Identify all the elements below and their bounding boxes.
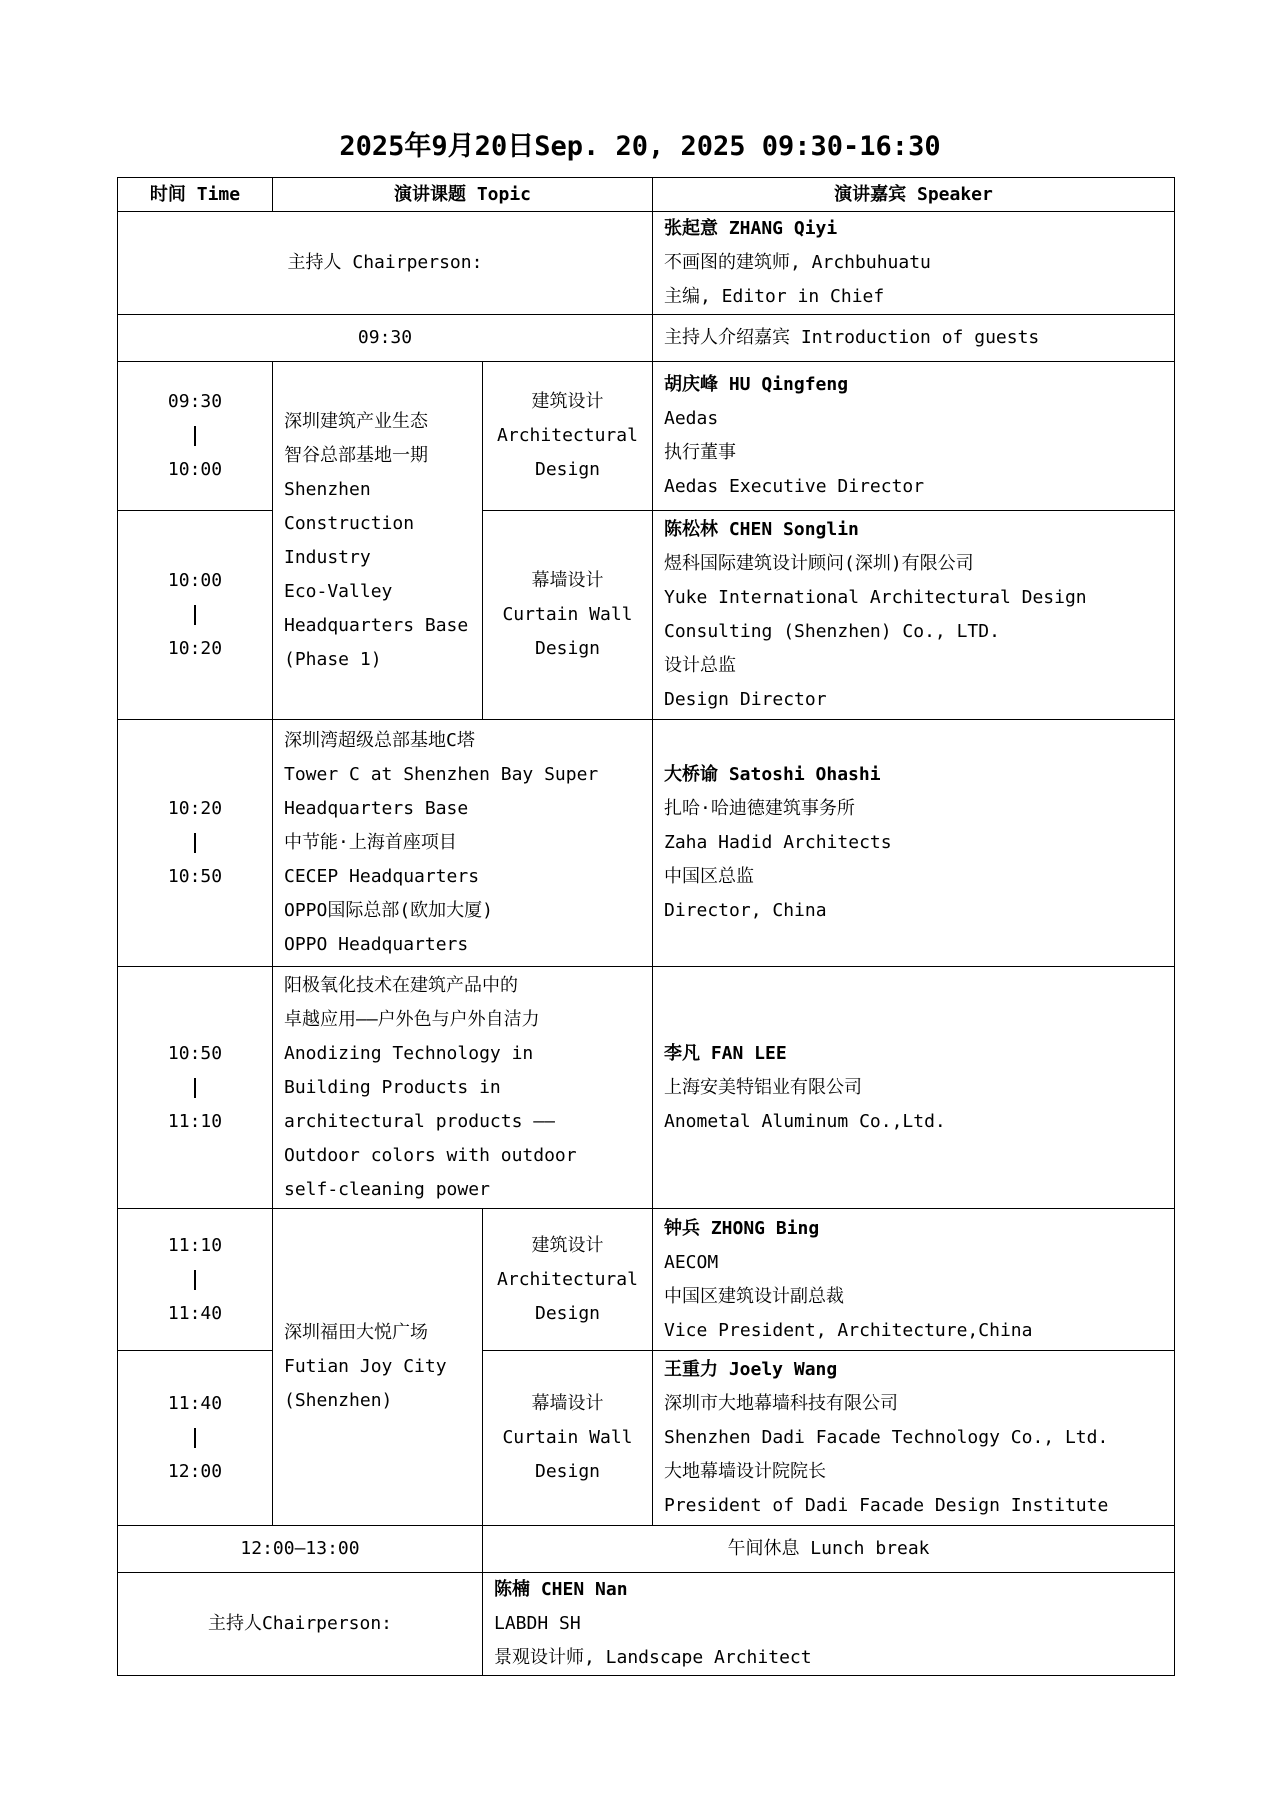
session-1-time (118, 362, 273, 511)
speaker-name: 大桥谕 Satoshi Ohashi (664, 764, 881, 785)
speaker-name: 胡庆峰 HU Qingfeng (664, 374, 849, 395)
topic-line: Construction (284, 512, 415, 534)
session-5-speaker (653, 1209, 1175, 1351)
schedule-table (117, 177, 1175, 1676)
time-separator (129, 419, 261, 453)
session-3-topic (273, 720, 653, 967)
session-3-speaker (653, 720, 1175, 967)
category-line: 建筑设计 (531, 1234, 604, 1256)
speaker-line: 煜科国际建筑设计顾问(深圳)有限公司 (664, 553, 974, 574)
speaker-line: Zaha Hadid Architects (664, 832, 892, 853)
session-1-start: 09:30 (167, 391, 223, 412)
session-4-speaker (653, 967, 1175, 1209)
header-row (118, 178, 1175, 212)
speaker-line: 大地幕墙设计院院长 (664, 1461, 826, 1482)
col-topic-header: 演讲课题 Topic (273, 178, 653, 212)
category-line: Design (534, 459, 601, 480)
session-3-end: 10:50 (167, 866, 223, 887)
session-5-time (118, 1209, 273, 1351)
session-6-time (118, 1351, 273, 1526)
speaker-line: Consulting (Shenzhen) Co., LTD. (664, 621, 1000, 642)
topic-line: 深圳湾超级总部基地C塔 (284, 730, 475, 751)
topic-line: Headquarters Base (284, 798, 469, 819)
category-line: Curtain Wall (502, 1427, 633, 1448)
speaker-line: AECOM (664, 1251, 719, 1273)
topic-line: 阳极氧化技术在建筑产品中的 (284, 974, 518, 996)
speaker-line: 扎哈·哈迪德建筑事务所 (664, 798, 855, 819)
chair1-label: 主持人 Chairperson: (118, 212, 653, 315)
chair2-speaker (483, 1573, 1175, 1676)
page-title: 2025年9月20日Sep. 20, 2025 09:30-16:30 (339, 131, 941, 162)
session-1-speaker (653, 362, 1175, 511)
topic-line: Tower C at Shenzhen Bay Super (284, 764, 599, 785)
category-line: Architectural (497, 1268, 638, 1290)
session-2-speaker (653, 511, 1175, 720)
speaker-line: Director, China (664, 900, 827, 921)
topic-line: 智谷总部基地一期 (284, 444, 428, 466)
time-separator (129, 1071, 261, 1105)
col-speaker-header: 演讲嘉宾 Speaker (653, 178, 1175, 212)
session-5-category (483, 1209, 653, 1351)
category-line: Design (534, 1302, 601, 1324)
topic-line: 深圳福田大悦广场 (284, 1322, 428, 1343)
category-line: Curtain Wall (502, 604, 633, 625)
intro-row (118, 315, 1175, 362)
category-line: Design (534, 1461, 601, 1482)
chair1-org: 不画图的建筑师, Archbuhuatu (664, 252, 931, 273)
topic-ecovalley (273, 362, 483, 720)
session-6-start: 11:40 (167, 1393, 223, 1414)
session-6-end: 12:00 (167, 1461, 223, 1482)
session-4-end: 11:10 (167, 1110, 223, 1132)
session-1-row (118, 362, 1175, 511)
category-line: 建筑设计 (531, 391, 604, 412)
speaker-name: 李凡 FAN LEE (664, 1042, 787, 1064)
speaker-line: Shenzhen Dadi Facade Technology Co., Ltd. (664, 1427, 1109, 1448)
session-3-start: 10:20 (167, 798, 223, 819)
session-2-time (118, 511, 273, 720)
speaker-line: 上海安美特铝业有限公司 (664, 1076, 862, 1098)
speaker-line: Design Director (664, 689, 827, 710)
speaker-name: 王重力 Joely Wang (664, 1359, 838, 1380)
chair2-name: 陈楠 CHEN Nan (494, 1579, 628, 1600)
speaker-line: Yuke International Architectural Design (664, 587, 1087, 608)
category-line: 幕墙设计 (531, 570, 604, 591)
topic-line: Shenzhen (284, 478, 371, 500)
topic-line: Headquarters Base (284, 614, 469, 636)
session-3-row (118, 720, 1175, 967)
session-2-end: 10:20 (167, 638, 223, 659)
lunch-row (118, 1526, 1175, 1573)
topic-line: Industry (284, 546, 371, 568)
speaker-line: 设计总监 (664, 655, 736, 676)
session-5-end: 11:40 (167, 1302, 223, 1324)
chair2-org: LABDH SH (494, 1613, 581, 1634)
session-6-speaker (653, 1351, 1175, 1526)
session-3-time (118, 720, 273, 967)
speaker-name: 钟兵 ZHONG Bing (664, 1217, 820, 1239)
chair2-row (118, 1573, 1175, 1676)
topic-line: (Shenzhen) (284, 1390, 393, 1411)
topic-line: 中节能·上海首座项目 (284, 832, 457, 853)
topic-line: 深圳建筑产业生态 (284, 410, 428, 432)
topic-line: Futian Joy City (284, 1356, 447, 1377)
chair2-label: 主持人Chairperson: (118, 1573, 483, 1676)
col-time-header: 时间 Time (118, 178, 273, 212)
category-line: Architectural (497, 425, 638, 446)
speaker-line: 深圳市大地幕墙科技有限公司 (664, 1393, 898, 1414)
time-separator (129, 1263, 261, 1297)
topic-line: architectural products —— (284, 1110, 555, 1132)
speaker-line: Aedas Executive Director (664, 476, 925, 497)
speaker-line: President of Dadi Facade Design Institute (664, 1495, 1109, 1516)
topic-line: Eco-Valley (284, 580, 393, 602)
chair2-role: 景观设计师, Landscape Architect (494, 1647, 812, 1668)
category-line: Design (534, 638, 601, 659)
topic-line: Outdoor colors with outdoor (284, 1144, 577, 1166)
time-separator (129, 1421, 261, 1455)
lunch-time: 12:00—13:00 (118, 1526, 483, 1573)
session-1-category (483, 362, 653, 511)
chair1-row (118, 212, 1175, 315)
topic-line: CECEP Headquarters (284, 866, 480, 887)
speaker-line: Vice President, Architecture,China (664, 1319, 1033, 1341)
session-5-start: 11:10 (167, 1234, 223, 1256)
speaker-line: 中国区建筑设计副总裁 (664, 1285, 844, 1307)
topic-line: Building Products in (284, 1076, 501, 1098)
topic-line: OPPO Headquarters (284, 934, 469, 955)
time-separator (129, 598, 261, 632)
chair1-speaker (653, 212, 1175, 315)
session-4-start: 10:50 (167, 1042, 223, 1064)
session-4-row (118, 967, 1175, 1209)
topic-line: self-cleaning power (284, 1178, 490, 1200)
session-1-end: 10:00 (167, 459, 223, 480)
speaker-line: Anometal Aluminum Co.,Ltd. (664, 1110, 946, 1132)
topic-joycity (273, 1209, 483, 1526)
chair1-role: 主编, Editor in Chief (664, 286, 885, 307)
session-4-topic (273, 967, 653, 1209)
topic-line: 卓越应用——户外色与户外自洁力 (284, 1008, 540, 1030)
topic-line: (Phase 1) (284, 648, 382, 670)
session-2-start: 10:00 (167, 570, 223, 591)
intro-time: 09:30 (118, 315, 653, 362)
chair1-name: 张起意 ZHANG Qiyi (664, 218, 838, 239)
speaker-line: 中国区总监 (664, 866, 754, 887)
topic-line: Anodizing Technology in (284, 1042, 534, 1064)
category-line: 幕墙设计 (531, 1393, 604, 1414)
intro-text: 主持人介绍嘉宾 Introduction of guests (653, 315, 1175, 362)
topic-line: OPPO国际总部(欧加大厦) (284, 900, 494, 921)
session-5-row (118, 1209, 1175, 1351)
time-separator (129, 826, 261, 860)
speaker-name: 陈松林 CHEN Songlin (664, 519, 859, 540)
session-6-category (483, 1351, 653, 1526)
speaker-line: Aedas (664, 408, 719, 429)
session-4-time (118, 967, 273, 1209)
session-2-category (483, 511, 653, 720)
speaker-line: 执行董事 (664, 442, 736, 463)
lunch-text: 午间休息 Lunch break (483, 1526, 1175, 1573)
